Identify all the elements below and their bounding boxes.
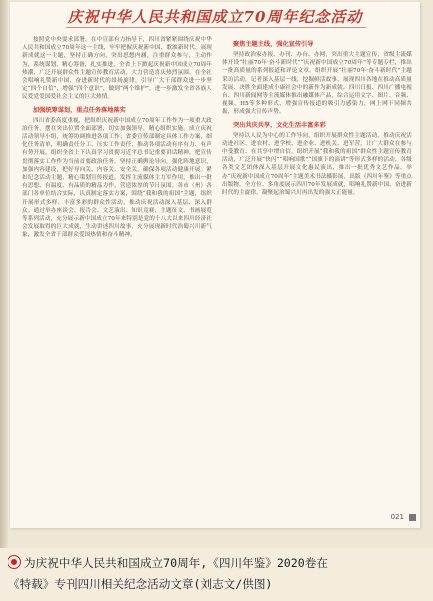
bullet-icon bbox=[8, 556, 20, 568]
caption-line-2: 《特载》专刊四川相关纪念活动文章(刘志文/供图) bbox=[8, 577, 273, 591]
caption-text-1: 为庆祝中华人民共和国成立70周年,《四川年鉴》2020卷在 bbox=[24, 556, 328, 570]
title-divider bbox=[66, 27, 366, 28]
right-text-column bbox=[222, 36, 412, 516]
book-spine bbox=[0, 0, 8, 548]
photo-caption bbox=[0, 548, 433, 601]
section-heading: 加强统筹谋划，重点任务落地落实 bbox=[33, 106, 126, 114]
page-marker bbox=[409, 514, 416, 521]
yearbook-page bbox=[10, 2, 420, 528]
body-paragraph: 按照党中央要求部署，在中宣部有力指导下，四川省紧紧围绕庆祝中华人民共和国成立70周年这一主线，牢牢把握庆祝新中国、歌颂新时代、展现新成就这一主题，坚持正确方向，突出思想内涵，注重群众参与，主动作为，系统谋划，精心筹备，扎实推进，全省上下掀起庆祝新中国成立70周年热潮，广泛开展群众性主题宣传教育活动，大力营造喜庆热烈氛围，在全社会唱响礼赞新中国、奋进新时代的昂扬旋律，引导广大干部群众进一步坚定“四个自信”，增强“四个意识”，做到“两个维护”，进一步激发全省各族人民爱党爱国爱社会主义的巨大热情。 bbox=[22, 37, 212, 101]
body-paragraph: 坚持以人民为中心的工作导向，组织开展群众性主题活动，推动庆祝活动进社区、进农村、进学校、进企业、进机关、进军营，让广大群众在参与中受教育、在共享中增自信。组织开展“我和我的祖国”群众性主题宣传教育活动，广泛开展“快闪”“唱响国歌”“国旗下的演讲”等形式多样的活动，各级各类文艺团体深入基层开展文化惠民演出，推出一批优秀文艺作品。举办“庆祝新中国成立70周年”主题美术书法摄影展，出版《四川年鉴》等重点出版物，全方位、多角度展示四川70年发展成就，唱响礼赞新中国、奋进新时代的主旋律，凝聚起治蜀兴川再出发的强大正能量。 bbox=[222, 132, 412, 197]
page-title: 庆祝中华人民共和国成立70周年纪念活动 bbox=[67, 8, 363, 26]
body-paragraph: 坚持政治家办报、办刊、办台、办网，突出重大主题宣传，省级主流媒体开设“壮丽70年·奋斗新时代”“庆祝新中国成立70周年”等专题专栏，推出一批高质量的系列报道和评论文章。组织开展“壮丽70年·奋斗新时代”主题采访活动，记者深入基层一线，挖掘鲜活故事，展现四川各地在推动高质量发展、决胜全面建成小康社会中的新作为新成就。四川日报、四川广播电视台、四川新闻网等主流媒体推出融媒体产品，综合运用文字、图片、音频、视频、H5等多种形式，增强宣传报道的吸引力感染力，网上网下同频共振，形成强大宣传声势。 bbox=[222, 52, 412, 116]
page-number: 021 bbox=[390, 513, 404, 521]
caption-line-1 bbox=[8, 553, 425, 574]
body-paragraph: 四川省委高度重视，把组织庆祝新中国成立70周年工作作为一项重大政治任务，摆在突出位置全面部署，切实加强领导，精心组织实施。成立庆祝活动领导小组，统筹协调推进各项工作；省委宣传部制定具体工作方案，细化任务清单，明确责任分工，压实工作责任，推动各项活动有序有力、有声有势开展。组织全省上下认真学习贯彻习近平总书记重要讲话精神，把宣传贯彻落实工作作为当前首要政治任务。坚持正确舆论导向，强化阵地意识，加强内容建设，把好导向关、内容关、安全关，确保各项活动健康开展。紧扣纪念活动主题，精心策划宣传报道，发挥主流媒体主力军作用，推出一批有思想、有温度、有品质的精品力作，营造浓厚的节日氛围。各市（州）各部门各单位结合实际，认真制定落实方案，围绕“我和我的祖国”主题，组织开展形式多样、丰富多彩的群众性活动，推动庆祝活动深入基层、深入群众。通过举办座谈会、报告会、文艺演出、知识竞赛、主题征文、书画展览等系列活动，充分展示新中国成立70年来特别是党的十八大以来四川经济社会发展取得的巨大成就，生动讲述四川故事，充分展现新时代治蜀兴川新气象，激发全省干部群众爱国热情和奋斗精神。 bbox=[22, 117, 212, 239]
section-heading: 聚焦主题主线，强化宣传引导 bbox=[233, 41, 314, 48]
left-text-column bbox=[22, 36, 212, 516]
section-heading: 突出共庆共享，文化生活丰富多彩 bbox=[233, 121, 326, 129]
